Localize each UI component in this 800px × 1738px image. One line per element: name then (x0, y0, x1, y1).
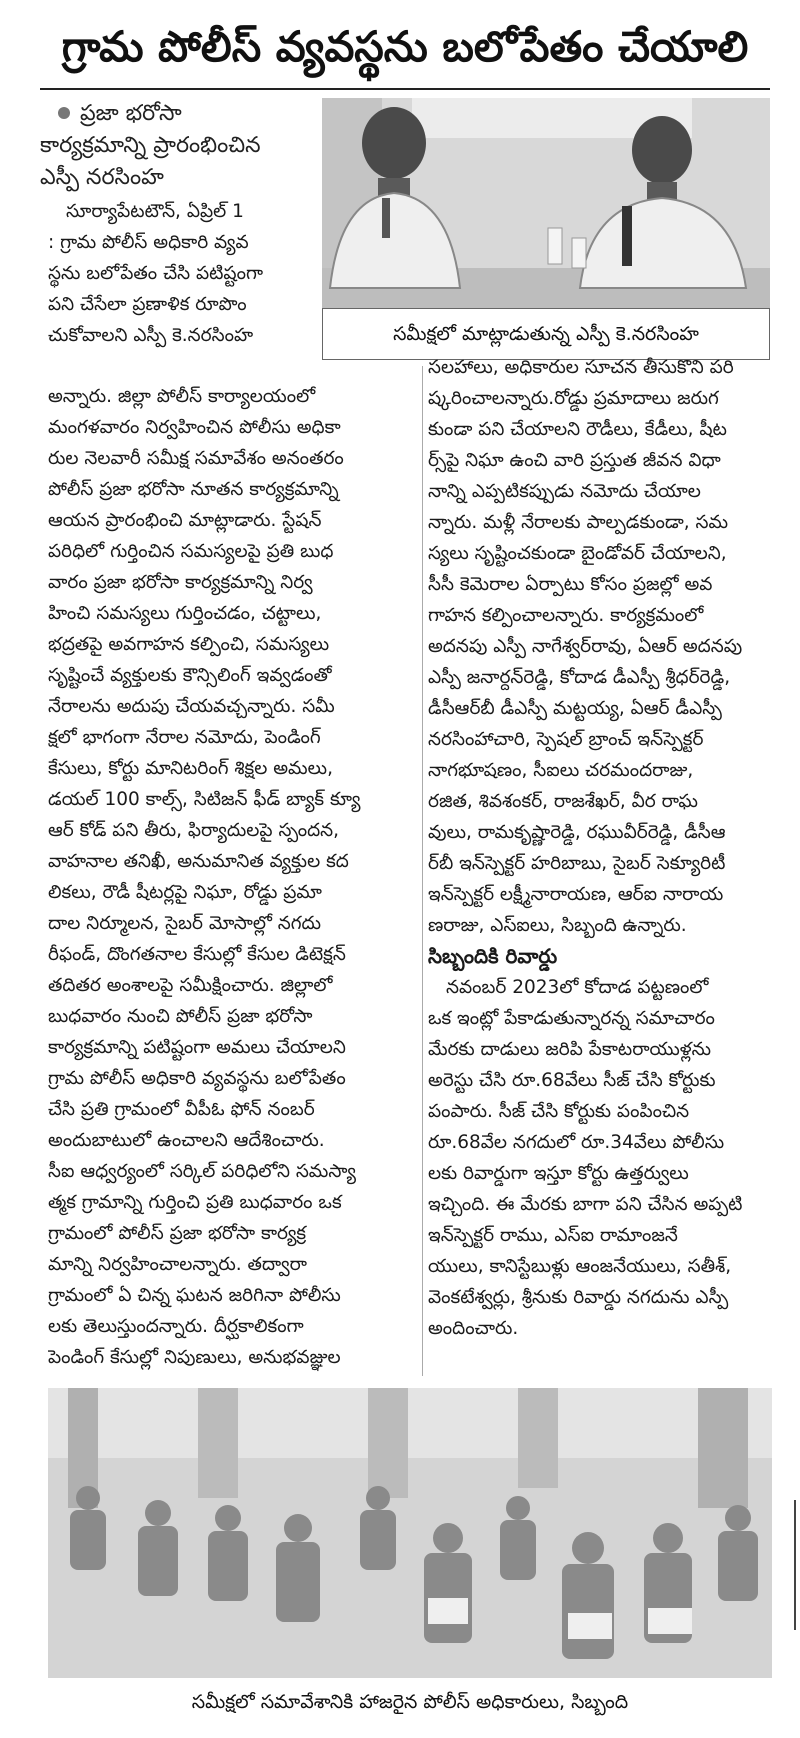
text-line: వారం ప్రజా భరోసా కార్యక్రమాన్ని నిర్వ (48, 572, 313, 593)
text-line: తదితర అంశాలపై సమీక్షించారు. జిల్లాలో (48, 975, 333, 996)
column-divider (422, 366, 423, 1376)
text-line: వెంకటేశ్వర్లు, శ్రీనుకు రివార్డు నగదును ఎస్పీ (428, 1287, 729, 1308)
text-line: డయల్ 100 కాల్స్, సిటిజన్ ఫీడ్ బ్యాక్ క్యూ (48, 789, 361, 810)
text-line: క్షలో భాగంగా నేరాల నమోదు, పెండింగ్ (48, 727, 321, 748)
text-line: అరెస్టు చేసి రూ.68వేలు సీజ్ చేసి కోర్టుకు (428, 1070, 716, 1091)
text-line: మేరకు దాడులు జరిపి పేకాటరాయుళ్లను (428, 1039, 712, 1060)
text-line: నవంబర్ 2023లో కోదాడ పట్టణంలో (446, 977, 709, 998)
text-line: సూర్యాపేటటౌన్, ఏప్రిల్ 1 (66, 201, 244, 222)
subheading: సిబ్బందికి రివార్డు (428, 944, 558, 968)
text-line: నేరాలను అదుపు చేయవచ్చన్నారు. సమీ (48, 696, 335, 717)
text-line: మంగళవారం నిర్వహించిన పోలీసు అధికా (48, 417, 341, 438)
text-line: ఆర్ కోడ్ పని తీరు, ఫిర్యాదులపై స్పందన, (48, 820, 340, 841)
headline: గ్రామ పోలీస్ వ్యవస్థను బలోపేతం చేయాలి (61, 22, 749, 71)
text-line: న్నారు. మళ్లీ నేరాలకు పాల్పడకుండా, సమ (428, 512, 729, 533)
text-line: సీఐ ఆధ్వర్యంలో సర్కిల్ పరిధిలోని సమస్యా (48, 1161, 356, 1182)
subhead-line-1 (40, 98, 310, 130)
text-line: సలహాలు, అధికారుల సూచన తీసుకొని పరి (428, 357, 734, 378)
text-line: గాహన కల్పించాలన్నారు. కార్యక్రమంలో (428, 605, 704, 626)
text-line: స్థను బలోపేతం చేసి పటిష్టంగా (48, 263, 264, 284)
left-column (48, 381, 416, 1373)
headline-rule (40, 88, 770, 90)
text-line: కుండా పని చేయాలని రౌడీలు, కేడీలు, షీట (428, 419, 727, 440)
text-line: ణరాజు, ఎస్‌ఐలు, సిబ్బంది ఉన్నారు. (428, 915, 687, 936)
right-column (428, 352, 772, 1344)
text-line: ర్‌బీ ఇన్‌స్పెక్టర్ హరిబాబు, సైబర్ సెక్యూరిటీ (428, 853, 726, 874)
text-line: ఎస్పీ జనార్దన్‌రెడ్డి, కోదాడ డీఎస్పీ శ్రీధర్‌రెడ్డి, (428, 667, 731, 688)
text-line: యులు, కానిస్టేబుళ్లు ఆంజనేయులు, సతీశ్, (428, 1256, 732, 1277)
text-line: రూ.68వేల నగదులో రూ.34వేలు పోలీసు (428, 1132, 725, 1153)
text-line: ఇన్‌స్పెక్టర్ లక్ష్మీనారాయణ, ఆర్‌ఐ నారాయ (428, 884, 724, 905)
text-line: ర్స్‌పై నిఘా ఉంచి వారి ప్రస్తుత జీవన విధా (428, 450, 721, 471)
text-line: దాల నిర్మూలన, సైబర్ మోసాల్లో నగదు (48, 913, 321, 934)
left-column-top (48, 196, 310, 351)
text-line: లకు రివార్డుగా ఇస్తూ కోర్టు ఉత్తర్వులు (428, 1163, 689, 1184)
text-line: అందుబాటులో ఉంచాలని ఆదేశించారు. (48, 1130, 325, 1151)
text-line: గ్రామంలో ఏ చిన్న ఘటన జరిగినా పోలీసు (48, 1285, 341, 1306)
text-line: పని చేసేలా ప్రణాళిక రూపొం (48, 294, 247, 315)
text-line: ష్కరించాలన్నారు.రోడ్డు ప్రమాదాలు జరుగ (428, 388, 719, 409)
text-line: పంపారు. సీజ్ చేసి కోర్టుకు పంపించిన (428, 1101, 690, 1122)
subhead-line-2: కార్యక్రమాన్ని ప్రారంభించిన (40, 133, 261, 158)
text-line: మాన్ని నిర్వహించాలన్నారు. తద్వారా (48, 1254, 307, 1275)
text-line: అన్నారు. జిల్లా పోలీస్ కార్యాలయంలో (48, 386, 316, 407)
text-line: పెండింగ్ కేసుల్లో నిపుణులు, అనుభవజ్ఞుల (48, 1347, 341, 1368)
text-line: హించి సమస్యలు గుర్తించడం, చట్టాలు, (48, 603, 322, 624)
text-line: లకు తెలుస్తుందన్నారు. దీర్ఘకాలికంగా (48, 1316, 304, 1337)
text-line: ఆయన ప్రారంభించి మాట్లాడారు. స్టేషన్ (48, 510, 322, 531)
text-line: సృష్టించే వ్యక్తులకు కౌన్సిలింగ్ ఇవ్వడంతో (48, 665, 332, 686)
bullet-icon (58, 107, 70, 119)
text-line: లికలు, రౌడీ షీటర్లపై నిఘా, రోడ్డు ప్రమా (48, 882, 322, 903)
text-line: అదనపు ఎస్పీ నాగేశ్వర్‌రావు, ఏఆర్ అదనపు (428, 636, 743, 657)
text-line: చుకోవాలని ఎస్పీ కె.నరసింహ (48, 325, 254, 346)
text-line: భద్రతపై అవగాహన కల్పించి, సమస్యలు (48, 634, 330, 655)
text-line: డీసీఆర్‌బీ డీఎస్పీ మట్టయ్య, ఏఆర్ డీఎస్పీ (428, 698, 722, 719)
bottom-photo-caption: సమీక్షలో సమావేశానికి హాజరైన పోలీస్ అధికారులు, సిబ్బంది (191, 1691, 629, 1713)
text-line: నరసింహాచారి, స్పెషల్ బ్రాంచ్ ఇన్‌స్పెక్టర్ (428, 729, 704, 750)
top-photo-caption: సమీక్షలో మాట్లాడుతున్న ఎస్పీ కె.నరసింహ (322, 308, 770, 360)
bottom-photo-image (48, 1388, 772, 1678)
page-edge-mark (794, 1500, 796, 1630)
text-line: గ్రామంలో పోలీస్ ప్రజా భరోసా కార్యక్ర (48, 1223, 307, 1244)
text-line: ఇన్‌స్పెక్టర్ రాము, ఎస్‌ఐ రామాంజనే (428, 1225, 678, 1246)
text-line: సీసీ కెమెరాల ఏర్పాటు కోసం ప్రజల్లో అవ (428, 574, 713, 595)
text-line: కార్యక్రమాన్ని పటిష్టంగా అమలు చేయాలని (48, 1037, 346, 1058)
text-line: అందించారు. (428, 1318, 519, 1339)
subhead-line-3: ఎస్పీ నరసింహ (40, 165, 164, 190)
text-line: ఇచ్చింది. ఈ మేరకు బాగా పని చేసిన అప్పటి (428, 1194, 743, 1215)
text-line: నాన్ని ఎప్పటికప్పుడు నమోదు చేయాల (428, 481, 701, 502)
text-line: రుల నెలవారీ సమీక్ష సమావేశం అనంతరం (48, 448, 344, 469)
subhead (40, 98, 310, 194)
subhead-text-1: ప్రజా భరోసా (80, 101, 182, 126)
text-line: గ్రామ పోలీస్ అధికారి వ్యవస్థను బలోపేతం (48, 1068, 346, 1089)
text-line: ఒక ఇంట్లో పేకాడుతున్నారన్న సమాచారం (428, 1008, 715, 1029)
text-line: పోలీస్ ప్రజా భరోసా నూతన కార్యక్రమాన్ని (48, 479, 339, 500)
text-line: త్మక గ్రామాన్ని గుర్తించి ప్రతి బుధవారం ఒక (48, 1192, 342, 1213)
text-line: స్యలు సృష్టించకుండా బైండోవర్ చేయాలని, (428, 543, 727, 564)
text-line: కేసులు, కోర్టు మానిటరింగ్ శిక్షల అమలు, (48, 758, 333, 779)
text-line: చేసి ప్రతి గ్రామంలో వీపీఓ ఫోన్ నంబర్ (48, 1099, 315, 1120)
bottom-photo (48, 1388, 772, 1678)
text-line: బుధవారం నుంచి పోలీస్ ప్రజా భరోసా (48, 1006, 313, 1027)
text-line: : గ్రామ పోలీస్ అధికారి వ్యవ (48, 232, 249, 253)
text-line: రీఫండ్, దొంగతనాల కేసుల్లో కేసుల డిటెక్షన్ (48, 944, 346, 965)
text-line: వులు, రామకృష్ణారెడ్డి, రఘువీర్‌రెడ్డి, డీసీఆ (428, 822, 726, 843)
text-line: నాగభూషణం, సీఐలు చరమందరాజు, (428, 760, 694, 781)
text-line: వాహనాల తనిఖీ, అనుమానిత వ్యక్తుల కద (48, 851, 349, 872)
text-line: పరిధిలో గుర్తించిన సమస్యలపై ప్రతి బుధ (48, 541, 334, 562)
text-line: రజిత, శివశంకర్, రాజశేఖర్, వీర రాఘ (428, 791, 698, 812)
